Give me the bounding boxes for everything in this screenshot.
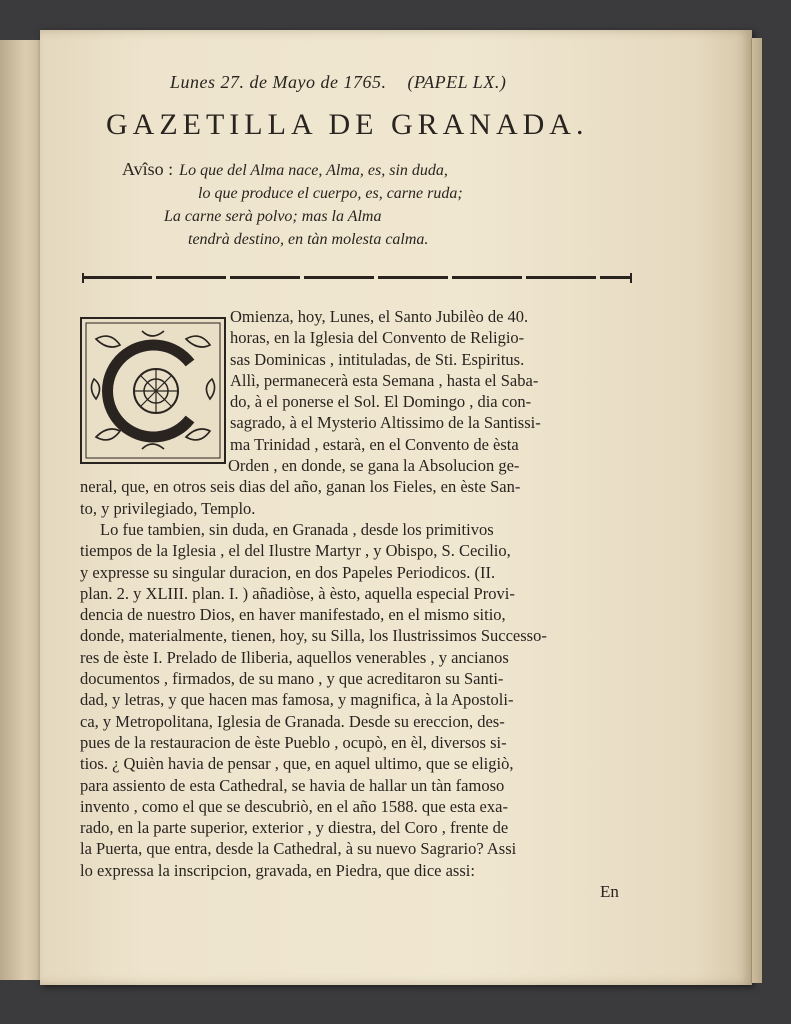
article-line: rado, en la parte superior, exterior , y diestra, del Coro , frente de — [80, 818, 509, 838]
document-page — [40, 30, 752, 985]
article-line: Lo fue tambien, sin duda, en Granada , desde los primitivos — [100, 519, 494, 539]
article-line: pues de la restauracion de èste Pueblo , ocupò, en èl, diversos si- — [80, 732, 507, 752]
article-line: Omienza, hoy, Lunes, el Santo Jubilèo de 40. — [230, 307, 529, 326]
rule-end-left — [82, 273, 84, 283]
article-line: dad, y letras, y que hacen mas famosa, y magnifica, à la Apostoli- — [80, 690, 514, 710]
article-line: para assiento de esta Cathedral, se havia de hallar un tàn famoso — [80, 775, 505, 795]
ornamental-rule — [82, 273, 632, 283]
article-line: plan. 2. y XLIII. plan. I. ) añadiòse, à èsto, aquella especial Provi- — [80, 583, 515, 603]
rule-end-right — [630, 273, 632, 283]
article-line: sagrado, à el Mysterio Altissimo de la Santissi- — [230, 413, 541, 433]
motto-line-2: lo que produce el cuerpo, es, carne ruda; — [198, 185, 463, 202]
article-line: donde, materialmente, tienen, hoy, su Silla, los Ilustrissimos Successo- — [80, 626, 547, 646]
article-line: ma Trinidad , estarà, en el Convento de èsta — [230, 434, 519, 454]
article-line: res de èste I. Prelado de Iliberia, aquellos venerables , y ancianos — [80, 647, 509, 667]
article-line: dencia de nuestro Dios, en haver manifestado, en el mismo sitio, — [80, 605, 506, 625]
facing-page-edge — [0, 40, 44, 980]
issue-header — [170, 72, 620, 93]
article-line: y expresse su singular duracion, en dos Papeles Periodicos. (II. — [80, 562, 496, 582]
article-line: do, à el ponerse el Sol. El Domingo , dia con- — [230, 392, 532, 412]
article-line: Allì, permanecerà esta Semana , hasta el Saba- — [230, 370, 539, 390]
article-line: tiempos de la Iglesia , el del Ilustre Martyr , y Obispo, S. Cecilio, — [80, 541, 511, 561]
motto-label: Avîso : — [122, 159, 174, 179]
paper-number: (PAPEL LX.) — [407, 72, 507, 92]
article-line: lo expressa la inscripcion, gravada, en Piedra, que dice assi: — [80, 860, 475, 880]
article-body — [80, 306, 640, 881]
motto-text-1: Lo que del Alma nace, Alma, es, sin duda, — [179, 162, 448, 179]
article-line: invento , como el que se descubriò, en el año 1588. que esta exa- — [80, 796, 508, 816]
page-fore-edge — [751, 38, 762, 983]
rule-bar — [82, 276, 632, 279]
motto-line-1 — [122, 158, 642, 182]
article-line: sas Dominicas , intituladas, de Sti. Espiritus. — [230, 349, 525, 369]
article-line: horas, en la Iglesia del Convento de Religio- — [230, 328, 525, 348]
masthead-title: GAZETILLA DE GRANADA. — [106, 108, 589, 141]
motto-line-4: tendrà destino, en tàn molesta calma. — [188, 231, 429, 248]
catchword: En — [600, 882, 619, 901]
article-line: tios. ¿ Quièn havia de pensar , que, en aquel ultimo, que se eligiò, — [80, 754, 514, 774]
article-line: la Puerta, que entra, desde la Cathedral, à su nuevo Sagrario? Assi — [80, 839, 517, 859]
article-line: documentos , firmados, de su mano , y que acreditaron su Santi- — [80, 669, 504, 689]
motto-line-3: La carne serà polvo; mas la Alma — [164, 208, 382, 225]
article-line: neral, que, en otros seis dias del año, ganan los Fieles, en èste San- — [80, 477, 521, 497]
issue-date: Lunes 27. de Mayo de 1765. — [170, 72, 387, 92]
article-line: to, y privilegiado, Templo. — [80, 498, 256, 518]
motto-verse — [122, 158, 642, 251]
article-line: Orden , en donde, se gana la Absolucion ge- — [228, 456, 520, 476]
article-line: ca, y Metropolitana, Iglesia de Granada. Desde su ereccion, des- — [80, 711, 505, 731]
